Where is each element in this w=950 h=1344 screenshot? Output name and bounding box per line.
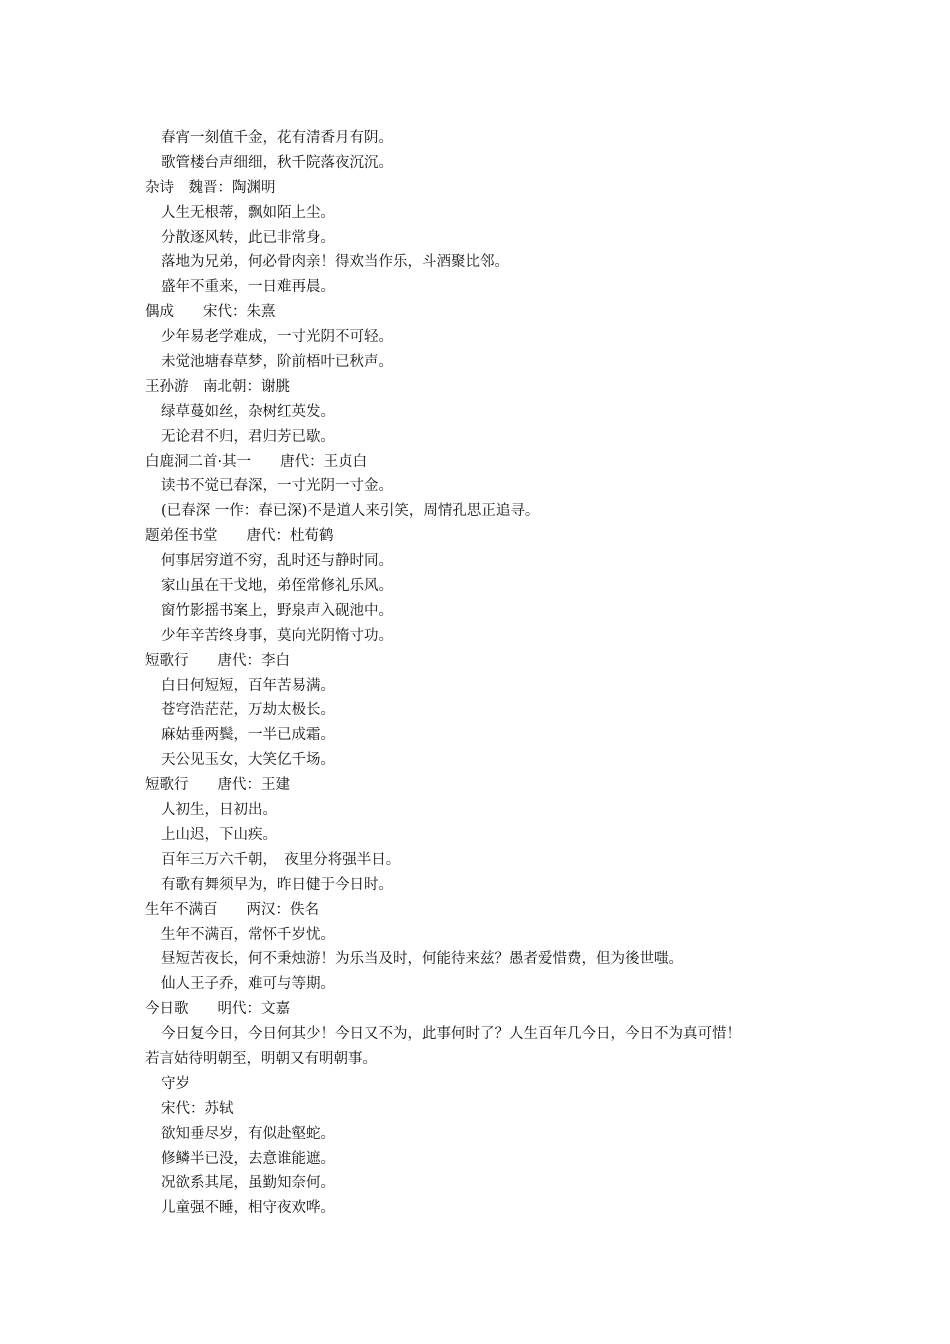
poem-verse-line: 天公见玉女，大笑亿千场。	[161, 752, 335, 769]
poem-verse-line: 落地为兄弟，何必骨肉亲！得欢当作乐，斗酒聚比邻。	[161, 254, 509, 271]
poem-verse-line: 仙人王子乔，难可与等期。	[161, 976, 335, 993]
poem-text-block	[145, 126, 825, 1221]
poem-heading-line: 短歌行 唐代：王建	[145, 777, 290, 794]
poem-verse-line: 盛年不重来，一日难再晨。	[161, 279, 335, 296]
poem-verse-line: 儿童强不睡，相守夜欢哗。	[161, 1200, 335, 1217]
poem-heading-line: 短歌行 唐代：李白	[145, 652, 290, 669]
poem-heading-line: 偶成 宋代：朱熹	[145, 304, 276, 321]
poem-verse-line: 今日复今日，今日何其少！今日又不为，此事何时了？人生百年几今日，今日不为真可惜！	[161, 1026, 741, 1043]
poem-verse-line: 少年易老学难成，一寸光阴不可轻。	[161, 329, 393, 346]
poem-verse-line: 昼短苦夜长，何不秉烛游！为乐当及时，何能待来兹？愚者爱惜费，但为後世嗤。	[161, 951, 683, 968]
poem-verse-line: 春宵一刻值千金，花有清香月有阴。	[161, 130, 393, 146]
poem-verse-line: 宋代：苏轼	[161, 1100, 234, 1117]
poem-verse-line: 百年三万六千朝， 夜里分将强半日。	[161, 851, 401, 868]
poem-verse-line: 分散逐风转，此已非常身。	[161, 229, 335, 246]
poem-verse-line: 人初生，日初出。	[161, 802, 277, 819]
poem-verse-line: 无论君不归，君归芳已歇。	[161, 428, 335, 445]
poem-verse-line: 家山虽在干戈地，弟侄常修礼乐风。	[161, 578, 393, 595]
poem-heading-line: 杂诗 魏晋：陶渊明	[145, 179, 276, 196]
poem-verse-line: 读书不觉已春深，一寸光阴一寸金。	[161, 478, 393, 495]
poem-verse-line: 未觉池塘春草梦，阶前梧叶已秋声。	[161, 354, 393, 371]
poem-heading-line: 题弟侄书堂 唐代：杜荀鹤	[145, 528, 334, 545]
poem-verse-line: 白日何短短，百年苦易满。	[161, 677, 335, 694]
poem-verse-line: 麻姑垂两鬓，一半已成霜。	[161, 727, 335, 744]
poem-verse-line: 歌管楼台声细细，秋千院落夜沉沉。	[161, 154, 393, 171]
poem-heading-line: 若言姑待明朝至，明朝又有明朝事。	[145, 1050, 377, 1067]
poem-verse-line: 生年不满百，常怀千岁忧。	[161, 926, 335, 943]
poem-verse-line: 欲知垂尽岁，有似赴壑蛇。	[161, 1125, 335, 1142]
poem-heading-line: 王孙游 南北朝：谢朓	[145, 378, 290, 395]
poem-verse-line: 有歌有舞须早为，昨日健于今日时。	[161, 876, 393, 893]
poem-heading-line: 今日歌 明代：文嘉	[145, 1001, 290, 1018]
poem-verse-line: 少年辛苦终身事，莫向光阴惰寸功。	[161, 627, 393, 644]
poem-verse-line: 何事居穷道不穷，乱时还与静时同。	[161, 553, 393, 570]
poem-verse-line: 绿草蔓如丝，杂树红英发。	[161, 403, 335, 420]
poem-verse-line: 上山迟，下山疾。	[161, 826, 277, 843]
poem-verse-line: 人生无根蒂，飘如陌上尘。	[161, 204, 335, 221]
poem-verse-line: 窗竹影摇书案上，野泉声入砚池中。	[161, 602, 393, 619]
poem-verse-line: (已春深 一作：春已深)不是道人来引笑，周情孔思正追寻。	[161, 503, 540, 520]
poem-verse-line: 况欲系其尾，虽勤知奈何。	[161, 1175, 335, 1192]
poem-verse-line: 苍穹浩茫茫，万劫太极长。	[161, 702, 335, 719]
poem-verse-line: 修鳞半已没，去意谁能遮。	[161, 1150, 335, 1167]
poem-heading-line: 生年不满百 两汉：佚名	[145, 901, 319, 918]
poem-verse-line: 守岁	[161, 1075, 190, 1092]
poem-heading-line: 白鹿洞二首·其一 唐代：王贞白	[145, 453, 368, 470]
